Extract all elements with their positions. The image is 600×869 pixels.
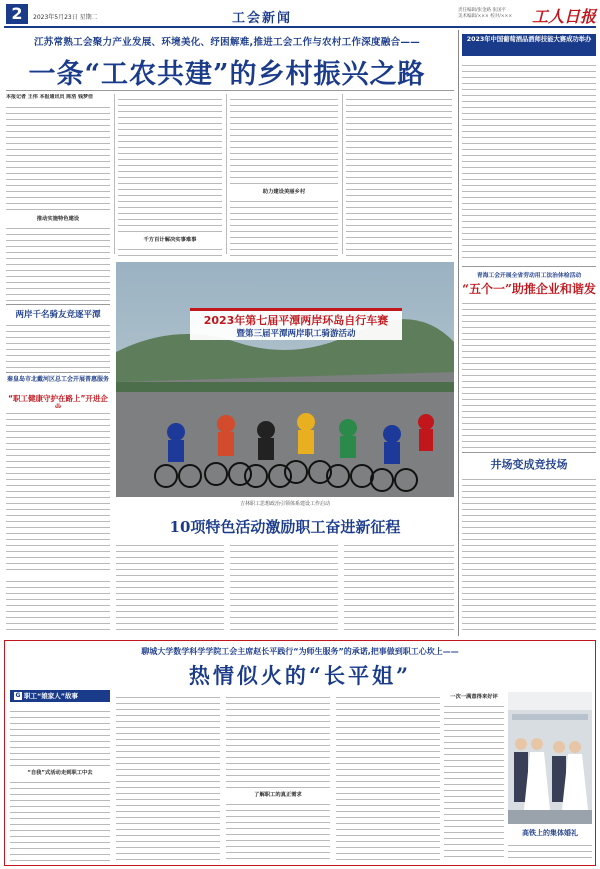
lead-column-2: [118, 94, 222, 234]
editor-info-line: 美术编辑/××× 校对/×××: [458, 14, 513, 19]
feature-photo-caption: 高铁上的集体婚礼: [522, 829, 578, 837]
lead-subhead-3: 助力建设美丽乡村: [262, 189, 306, 195]
newspaper-logo: 工人日报: [532, 7, 597, 26]
editor-info-line: 责任编辑/张金路 张国平: [458, 8, 506, 13]
column-divider: [342, 94, 343, 254]
column-divider: [114, 94, 115, 254]
banner-text-1: 2023年第七届平潭两岸环岛自行车赛: [203, 314, 389, 327]
issue-date: 2023年5月23日 星期二: [33, 14, 98, 21]
lead-column-1: [6, 102, 110, 214]
feature-column-5: [444, 701, 504, 861]
right-divider: [462, 452, 596, 453]
lead-divider: [6, 90, 454, 91]
wedding-train-image: [508, 692, 592, 824]
feature-column-1b: [10, 777, 110, 861]
brief-body-cycling: [6, 320, 110, 368]
right-divider: [462, 266, 596, 267]
right-column-border: [458, 30, 459, 636]
right-kicker-qinghai: 青海工会开展全省劳动用工法治体检活动: [476, 273, 582, 279]
feature-column-2: [116, 692, 220, 861]
middle-column-1: [116, 540, 224, 634]
column-divider: [226, 94, 227, 254]
section-title: 工会新闻: [232, 11, 293, 26]
middle-headline: 10项特色活动激励职工奋进新征程: [169, 518, 401, 536]
feature-column-3b: [226, 799, 330, 861]
feature-headline: 热情似火的“长平姐”: [188, 663, 412, 688]
masthead-divider: [4, 26, 596, 28]
lead-column-3: [230, 94, 338, 186]
middle-column-2: [230, 540, 338, 634]
feature-photo-caption-body: [508, 840, 592, 862]
photo-caption: 吉林职工思想政治引领体系建设工作启动: [239, 501, 330, 507]
brief-divider: [6, 372, 110, 373]
right-title-wine: 2023年中国葡萄酒品酒师技能大赛成功举办: [462, 34, 596, 56]
left-column-bottom: [6, 576, 110, 634]
brief-title-beidaihe: “职工健康守护在路上”开进企: [8, 394, 108, 403]
badge-g-icon: G: [15, 692, 21, 699]
feature-column-4: [336, 692, 440, 861]
lead-kicker: 江苏常熟工会聚力产业发展、环境美化、纾困解难,推进工会工作与农村工作深度融合——: [33, 37, 421, 48]
banner-text-2: 暨第三届平潭两岸职工骑游活动: [236, 329, 356, 339]
wedding-train-photo: [508, 692, 592, 824]
brief-kicker-beidaihe: 秦皇岛市北戴河区总工会开展普惠服务: [6, 376, 109, 383]
cycling-race-image: [116, 262, 454, 497]
right-title-qinghai: “五个一”助推企业和谐发: [462, 282, 596, 296]
lead-subhead-1: 推动实施特色建设: [36, 216, 80, 222]
feature-kicker: 聊城大学数学科学学院工会主席赵长平践行“为师生服务”的承诺,把事做到职工心坎上——: [141, 647, 459, 656]
lead-column-4: [346, 94, 452, 258]
feature-subhead-3: 一次一满意得来好评: [450, 694, 498, 700]
cycling-race-photo: [116, 262, 454, 497]
page-number-badge: 2: [6, 4, 28, 24]
feature-badge: [10, 690, 110, 702]
badge-label: 职工“娘家人”故事: [24, 692, 79, 700]
right-body-wine: [462, 60, 596, 262]
lead-subhead-2: 千方百计解决实事难事: [143, 237, 197, 243]
lead-headline: 一条“工农共建”的乡村振兴之路: [28, 59, 426, 90]
right-title-oilfield: 井场变成竞技场: [490, 458, 568, 471]
brief-title-cycling: 两岸千名骑友竞逐平潭: [15, 310, 101, 320]
feature-column-3: [226, 692, 330, 788]
lead-byline: 本报记者 王伟 本报通讯员 陈浩 钱梦佳: [6, 94, 93, 100]
right-body-oilfield: [462, 474, 596, 634]
lead-column-3b: [230, 196, 338, 258]
lead-column-2b: [118, 244, 222, 258]
middle-column-3: [344, 540, 454, 634]
feature-column-1: [10, 706, 110, 766]
feature-subhead-1: “自我”式活动走到职工中去: [27, 770, 93, 776]
right-body-qinghai: [462, 298, 596, 448]
editor-info: [458, 8, 512, 20]
lead-column-1b: [6, 223, 110, 301]
feature-subhead-2: 了解职工的真正需求: [254, 792, 302, 798]
brief-divider: [6, 304, 110, 305]
brief-body-beidaihe: [6, 408, 110, 570]
